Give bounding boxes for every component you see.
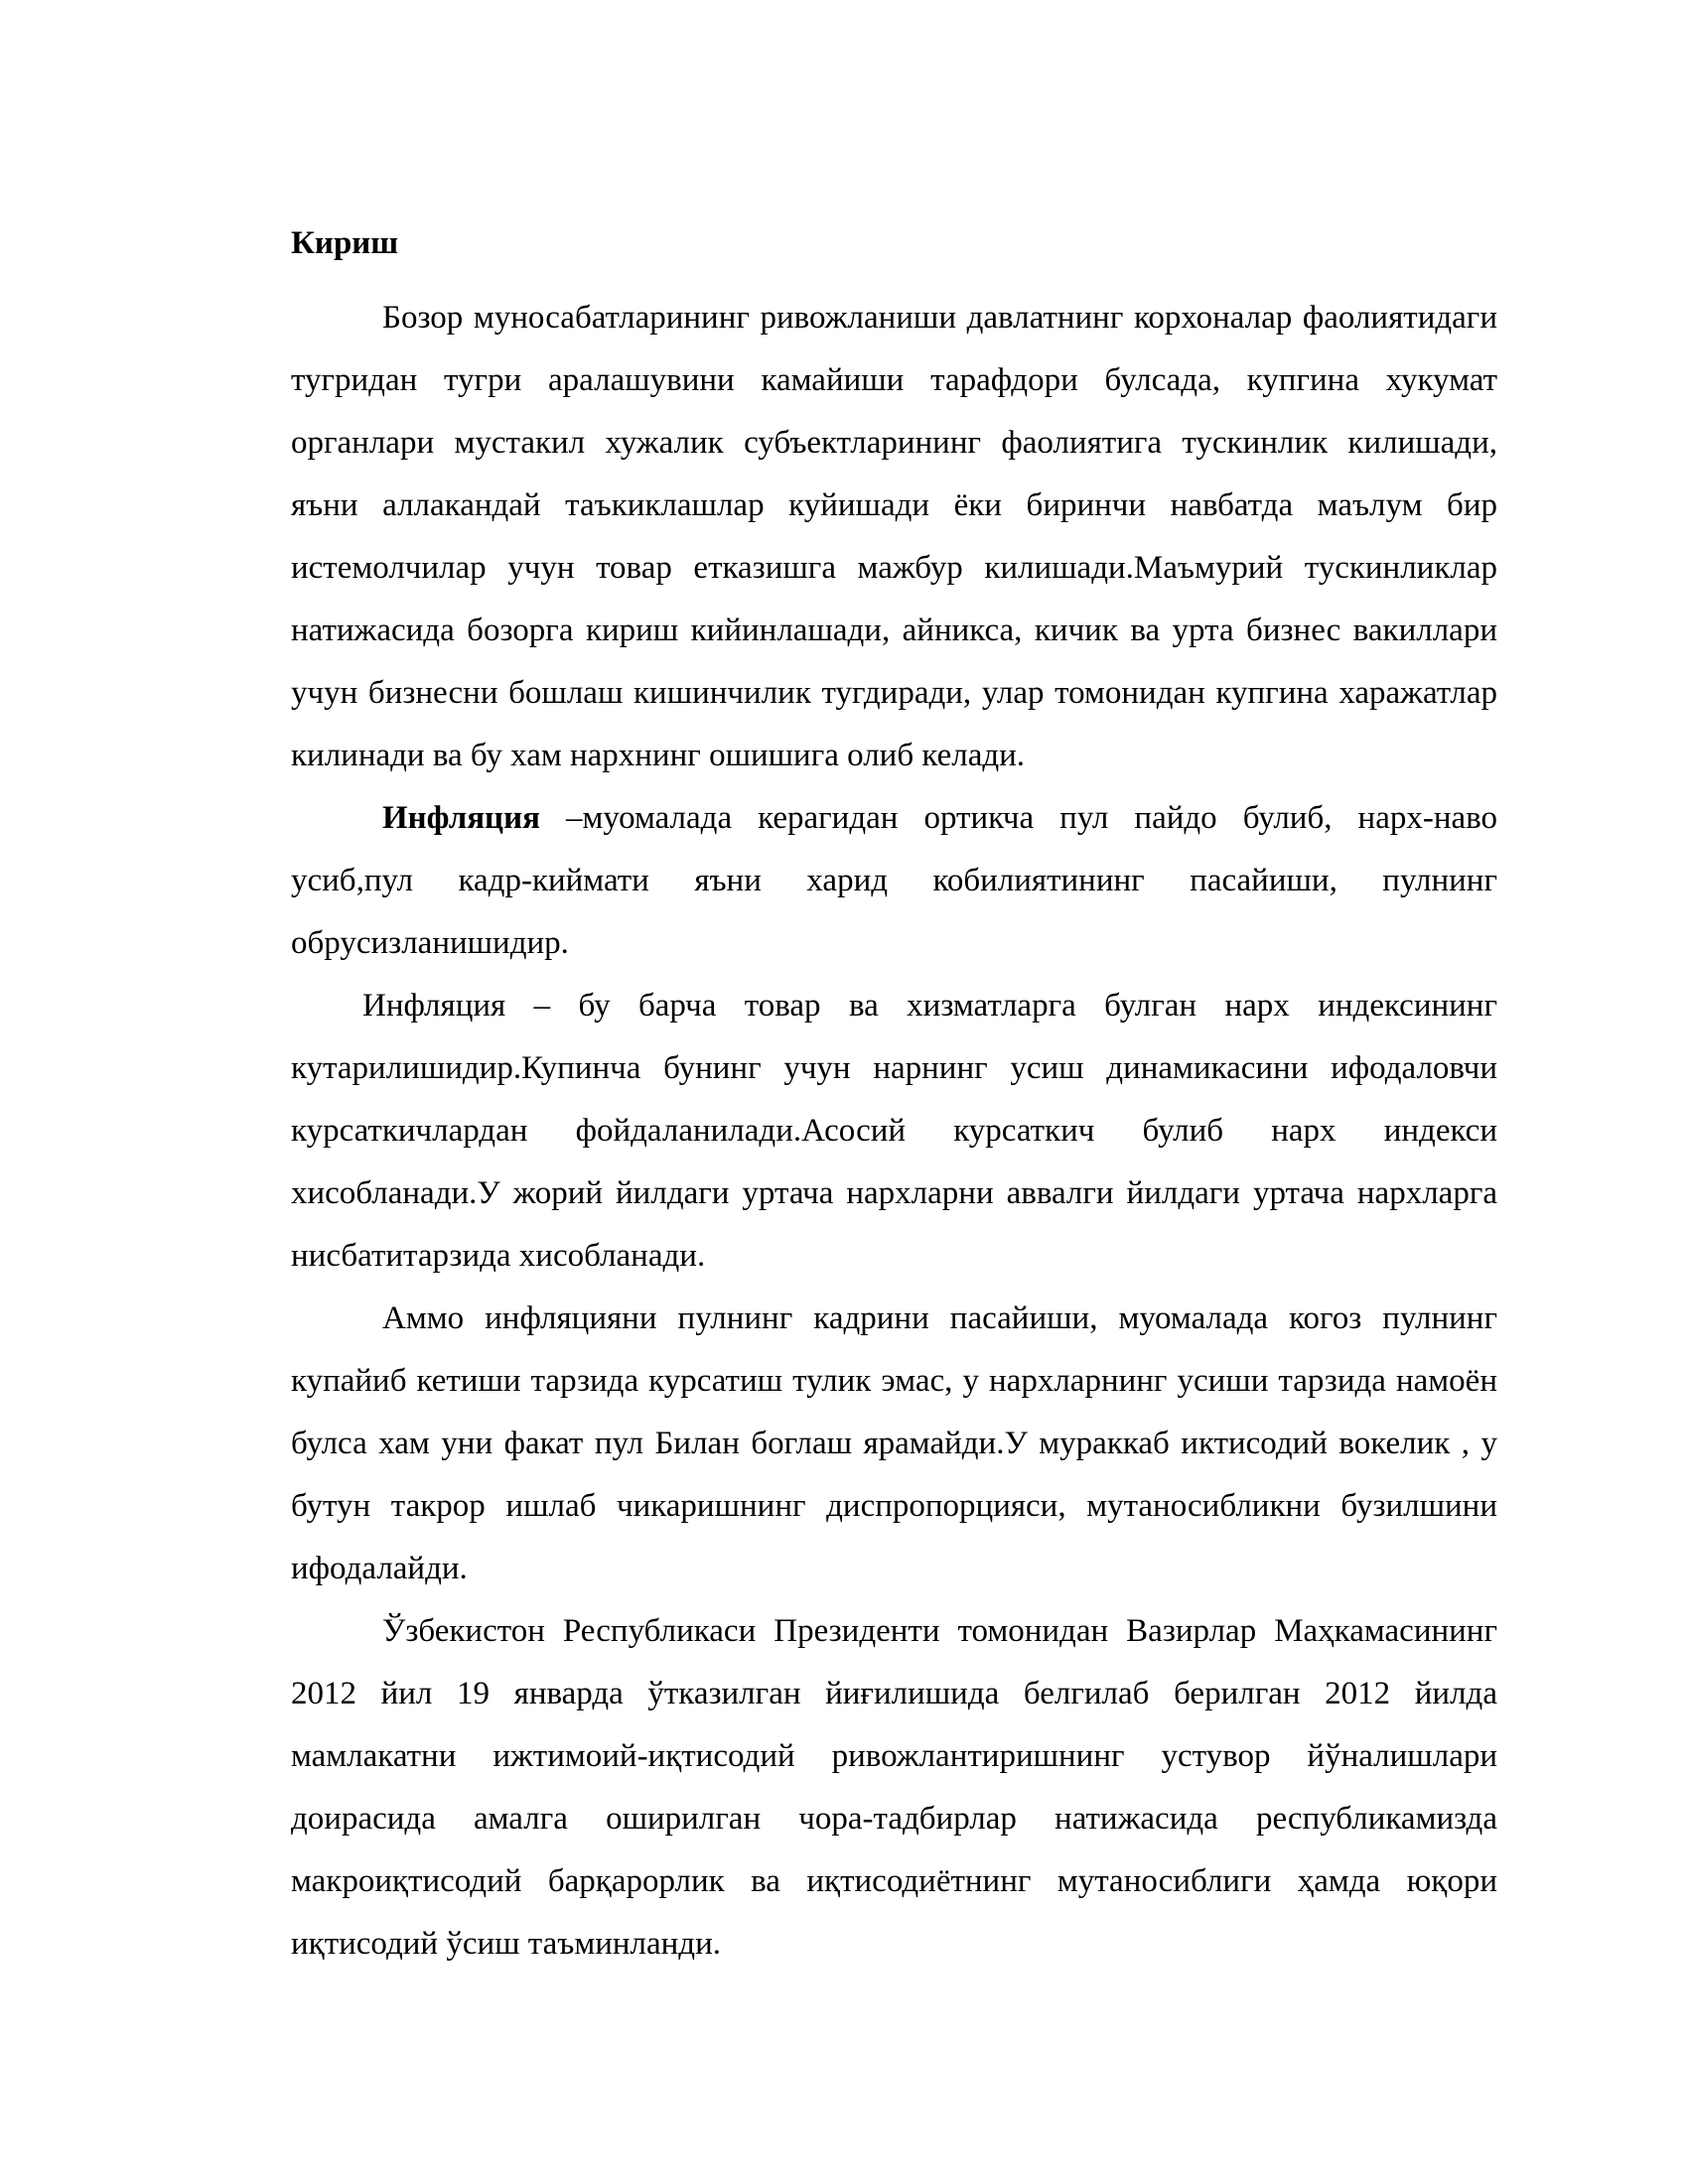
paragraph-uzbekistan-2012: Ўзбекистон Республикаси Президенти томонидан Вазирлар Маҳкамасининг 2012 йил 19 январда ўтказилган йиғилишида белгилаб берилган 2012 йилда мамлакатни ижтимоий-иқтисодий ривожлантиришнинг устувор йўналишлари доирасида амалга оширилган чора-тадбирлар натижасида республикамизда макроиқтисодий барқарорлик ва иқтисодиётнинг мутаносиблиги ҳамда юқори иқтисодий ўсиш таъминланди. <box>291 1613 1497 1962</box>
document-page <box>291 212 1497 1976</box>
paragraph-market-relations: Бозор муносабатларининг ривожланиши давлатнинг корхоналар фаолиятидаги тугридан тугри аралашувини камайиши тарафдори булсада, купгина хукумат органлари мустакил хужалик субъектларининг фаолиятига тускинлик килишади, яъни аллакандай таъкиклашлар куйишади ёки биринчи навбатда маълум бир истемолчилар учун товар етказишга мажбур килишади.Маъмурий тускинликлар натижасида бозорга кириш кийинлашади, айникса, кичик ва урта бизнес вакиллари учун бизнесни бошлаш кишинчилик тугдиради, улар томонидан купгина харажатлар килинади ва бу хам нархнинг ошишига олиб келади. <box>291 300 1497 773</box>
paragraph-inflation-definition <box>291 787 1497 975</box>
term-inflation: Инфляция <box>382 800 540 836</box>
paragraph-inflation-nature: Аммо инфляцияни пулнинг кадрини пасайиши, муомалада когоз пулнинг купайиб кетиши тарзида курсатиш тулик эмас, у нархларнинг усиши тарзида намоён булса хам уни факат пул Билан боглаш ярамайди.У мураккаб иктисодий вокелик , у бутун такрор ишлаб чикаришнинг диспропорцияси, мутаносибликни бузилшини ифодалайди. <box>291 1300 1497 1586</box>
paragraph-inflation-index: Инфляция – бу барча товар ва хизматларга булган нарх индексининг кутарилишидир.Купинча бунинг учун нарнинг усиш динамикасини ифодаловчи курсаткичлардан фойдаланилади.Асосий курсаткич булиб нарх индекси хисобланади.У жорий йилдаги уртача нархларни аввалги йилдаги уртача нархларга нисбатитарзида хисобланади. <box>291 988 1497 1274</box>
section-heading: Кириш <box>291 225 399 261</box>
definition-text: –муомалада керагидан ортикча пул пайдо булиб, нарх-наво усиб,пул кадр-киймати яъни харид кобилиятининг пасайиши, пулнинг обрусизланишидир. <box>291 800 1497 961</box>
